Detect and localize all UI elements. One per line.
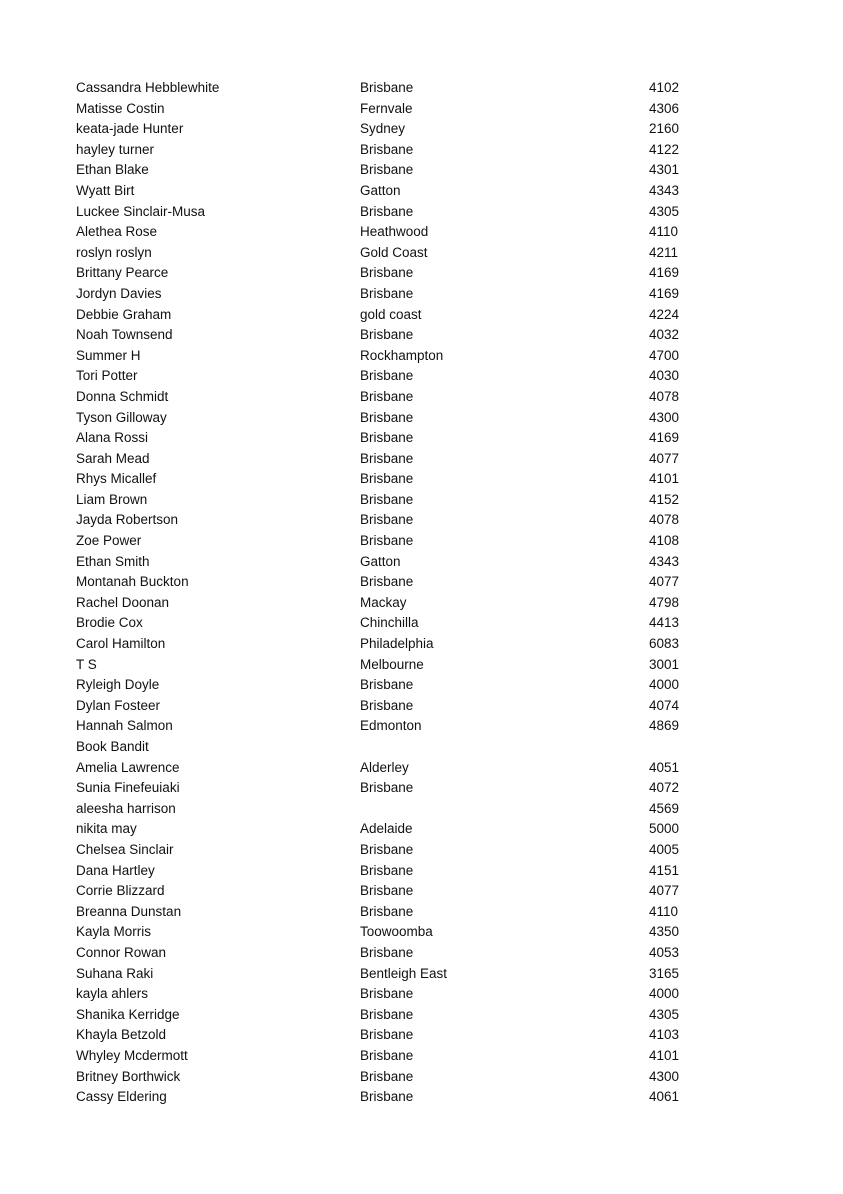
name-cell: Ethan Blake (76, 162, 149, 178)
table-row (76, 490, 716, 511)
table-row (76, 387, 716, 408)
city-cell: Brisbane (360, 1006, 414, 1022)
postcode-cell: 4122 (649, 141, 680, 157)
name-cell: Connor Rowan (76, 944, 167, 960)
postcode-cell: 4053 (649, 944, 680, 960)
postcode-cell: 3001 (649, 656, 680, 672)
city-cell: Melbourne (360, 656, 424, 672)
city-cell: Brisbane (360, 368, 414, 384)
postcode-cell: 4569 (649, 800, 680, 816)
postcode-cell: 4350 (649, 924, 680, 940)
postcode-cell: 4305 (649, 1006, 680, 1022)
postcode-cell: 4300 (649, 409, 680, 425)
postcode-cell: 4108 (649, 533, 680, 549)
name-cell: roslyn roslyn (76, 244, 152, 260)
name-cell: Shanika Kerridge (76, 1006, 180, 1022)
city-cell: Brisbane (360, 903, 414, 919)
table-row (76, 964, 716, 985)
table-row (76, 1087, 716, 1108)
postcode-cell: 4169 (649, 285, 680, 301)
table-row (76, 737, 716, 758)
name-cell: Noah Townsend (76, 327, 173, 343)
name-cell: nikita may (76, 821, 137, 837)
table-row (76, 1025, 716, 1046)
city-cell: Fernvale (360, 100, 413, 116)
name-cell: Book Bandit (76, 739, 149, 754)
city-cell: Gatton (360, 182, 401, 198)
table-row (76, 902, 716, 923)
table-row (76, 613, 716, 634)
postcode-cell: 4152 (649, 491, 680, 507)
postcode-cell: 4101 (649, 1047, 680, 1063)
city-cell: Toowoomba (360, 924, 433, 940)
name-cell: Alethea Rose (76, 224, 158, 240)
table-row (76, 840, 716, 861)
postcode-cell: 4211 (649, 244, 679, 260)
city-cell: gold coast (360, 306, 422, 322)
table-row (76, 1046, 716, 1067)
postcode-cell: 4074 (649, 697, 680, 713)
table-row (76, 675, 716, 696)
postcode-cell: 4032 (649, 327, 680, 343)
city-cell: Brisbane (360, 450, 414, 466)
table-row (76, 469, 716, 490)
city-cell: Brisbane (360, 512, 414, 528)
name-cell: Sarah Mead (76, 450, 150, 466)
city-cell: Brisbane (360, 491, 414, 507)
postcode-cell: 4078 (649, 512, 680, 528)
name-cell: Breanna Dunstan (76, 903, 182, 919)
name-cell: Matisse Costin (76, 100, 165, 116)
city-cell: Brisbane (360, 986, 414, 1002)
name-cell: hayley turner (76, 141, 155, 157)
city-cell: Brisbane (360, 285, 414, 301)
name-cell: Cassandra Hebblewhite (76, 80, 220, 95)
table-row (76, 696, 716, 717)
name-cell: Kayla Morris (76, 924, 152, 940)
table-row (76, 799, 716, 820)
postcode-cell: 4101 (649, 471, 680, 487)
postcode-cell: 4061 (649, 1089, 680, 1105)
name-cell: Ryleigh Doyle (76, 677, 160, 693)
postcode-cell: 4343 (649, 182, 680, 198)
city-cell: Brisbane (360, 1047, 414, 1063)
table-row (76, 181, 716, 202)
table-row (76, 1005, 716, 1026)
city-cell: Brisbane (360, 1089, 414, 1105)
name-cell: Carol Hamilton (76, 636, 166, 652)
city-cell: Philadelphia (360, 636, 434, 652)
postcode-cell: 4051 (649, 759, 680, 775)
contact-table (76, 78, 716, 1108)
table-row (76, 449, 716, 470)
postcode-cell: 4306 (649, 100, 680, 116)
city-cell: Bentleigh East (360, 965, 448, 981)
table-row (76, 284, 716, 305)
table-row (76, 263, 716, 284)
name-cell: T S (76, 656, 97, 672)
table-row (76, 552, 716, 573)
name-cell: Tyson Gilloway (76, 409, 167, 425)
postcode-cell: 6083 (649, 636, 680, 652)
name-cell: Alana Rossi (76, 430, 149, 446)
name-cell: Dylan Fosteer (76, 697, 161, 713)
name-cell: keata-jade Hunter (76, 121, 184, 137)
postcode-cell: 4301 (649, 162, 680, 178)
city-cell: Edmonton (360, 718, 422, 734)
table-row (76, 716, 716, 737)
name-cell: Khayla Betzold (76, 1027, 167, 1043)
name-cell: Hannah Salmon (76, 718, 173, 734)
table-row (76, 531, 716, 552)
table-row (76, 243, 716, 264)
table-row (76, 572, 716, 593)
city-cell: Brisbane (360, 1068, 414, 1084)
postcode-cell: 4000 (649, 677, 680, 693)
name-cell: Tori Potter (76, 368, 138, 384)
name-cell: Rachel Doonan (76, 594, 170, 610)
name-cell: Sunia Finefeuiaki (76, 780, 180, 796)
city-cell: Brisbane (360, 533, 414, 549)
name-cell: Jordyn Davies (76, 285, 162, 301)
table-row (76, 510, 716, 531)
table-row (76, 325, 716, 346)
city-cell: Heathwood (360, 224, 429, 240)
name-cell: Debbie Graham (76, 306, 172, 322)
city-cell: Gold Coast (360, 244, 428, 260)
city-cell: Brisbane (360, 677, 414, 693)
postcode-cell: 4224 (649, 306, 680, 322)
postcode-cell: 4102 (649, 80, 680, 95)
postcode-cell: 4103 (649, 1027, 680, 1043)
postcode-cell: 4000 (649, 986, 680, 1002)
name-cell: Corrie Blizzard (76, 883, 165, 899)
city-cell: Brisbane (360, 862, 414, 878)
city-cell: Brisbane (360, 430, 414, 446)
name-cell: Britney Borthwick (76, 1068, 181, 1084)
city-cell: Brisbane (360, 162, 414, 178)
city-cell: Adelaide (360, 821, 413, 837)
city-cell: Brisbane (360, 141, 414, 157)
table-row (76, 819, 716, 840)
city-cell: Brisbane (360, 80, 414, 95)
table-row (76, 943, 716, 964)
name-cell: Montanah Buckton (76, 574, 189, 590)
postcode-cell: 2160 (649, 121, 680, 137)
postcode-cell: 4077 (649, 450, 680, 466)
postcode-cell: 5000 (649, 821, 680, 837)
postcode-cell: 4072 (649, 780, 680, 796)
city-cell: Chinchilla (360, 615, 419, 631)
table-row (76, 99, 716, 120)
city-cell: Brisbane (360, 574, 414, 590)
table-row (76, 366, 716, 387)
name-cell: Suhana Raki (76, 965, 154, 981)
table-row (76, 140, 716, 161)
table-row (76, 305, 716, 326)
name-cell: Jayda Robertson (76, 512, 179, 528)
table-row (76, 222, 716, 243)
table-row (76, 119, 716, 140)
table-row (76, 593, 716, 614)
name-cell: Summer H (76, 347, 141, 363)
name-cell: aleesha harrison (76, 800, 176, 816)
name-cell: Rhys Micallef (76, 471, 157, 487)
name-cell: Cassy Eldering (76, 1089, 167, 1105)
postcode-cell: 4005 (649, 841, 680, 857)
table-row (76, 634, 716, 655)
postcode-cell: 4869 (649, 718, 680, 734)
table-row (76, 861, 716, 882)
name-cell: Zoe Power (76, 533, 142, 549)
name-cell: Dana Hartley (76, 862, 155, 878)
postcode-cell: 4300 (649, 1068, 680, 1084)
table-row (76, 202, 716, 223)
city-cell: Brisbane (360, 944, 414, 960)
city-cell: Brisbane (360, 388, 414, 404)
table-row (76, 984, 716, 1005)
city-cell: Brisbane (360, 471, 414, 487)
city-cell: Brisbane (360, 1027, 414, 1043)
name-cell: Luckee Sinclair-Musa (76, 203, 206, 219)
city-cell: Mackay (360, 594, 407, 610)
city-cell: Brisbane (360, 203, 414, 219)
table-row (76, 160, 716, 181)
postcode-cell: 4305 (649, 203, 680, 219)
table-row (76, 655, 716, 676)
city-cell: Brisbane (360, 327, 414, 343)
city-cell: Brisbane (360, 409, 414, 425)
postcode-cell: 4169 (649, 265, 680, 281)
city-cell: Gatton (360, 553, 401, 569)
postcode-cell: 4077 (649, 883, 680, 899)
postcode-cell: 4413 (649, 615, 680, 631)
table-row (76, 78, 716, 99)
name-cell: Wyatt Birt (76, 182, 135, 198)
postcode-cell: 4343 (649, 553, 680, 569)
name-cell: Amelia Lawrence (76, 759, 180, 775)
city-cell: Brisbane (360, 265, 414, 281)
city-cell: Brisbane (360, 841, 414, 857)
city-cell: Rockhampton (360, 347, 444, 363)
table-row (76, 881, 716, 902)
postcode-cell: 4169 (649, 430, 680, 446)
city-cell: Brisbane (360, 883, 414, 899)
name-cell: Liam Brown (76, 491, 148, 507)
city-cell: Brisbane (360, 780, 414, 796)
table-row (76, 758, 716, 779)
postcode-cell: 4110 (649, 224, 679, 240)
table-row (76, 346, 716, 367)
table-row (76, 922, 716, 943)
table-row (76, 1067, 716, 1088)
city-cell: Brisbane (360, 697, 414, 713)
name-cell: Whyley Mcdermott (76, 1047, 188, 1063)
postcode-cell: 4077 (649, 574, 680, 590)
name-cell: Donna Schmidt (76, 388, 169, 404)
table-row (76, 408, 716, 429)
postcode-cell: 4700 (649, 347, 680, 363)
name-cell: Ethan Smith (76, 553, 150, 569)
table-row (76, 428, 716, 449)
postcode-cell: 4030 (649, 368, 680, 384)
table-row (76, 778, 716, 799)
postcode-cell: 4798 (649, 594, 680, 610)
name-cell: kayla ahlers (76, 986, 149, 1002)
name-cell: Brodie Cox (76, 615, 143, 631)
city-cell: Sydney (360, 121, 406, 137)
city-cell: Alderley (360, 759, 409, 775)
name-cell: Brittany Pearce (76, 265, 169, 281)
postcode-cell: 4078 (649, 388, 680, 404)
postcode-cell: 3165 (649, 965, 680, 981)
postcode-cell: 4151 (649, 862, 680, 878)
postcode-cell: 4110 (649, 903, 679, 919)
name-cell: Chelsea Sinclair (76, 841, 174, 857)
